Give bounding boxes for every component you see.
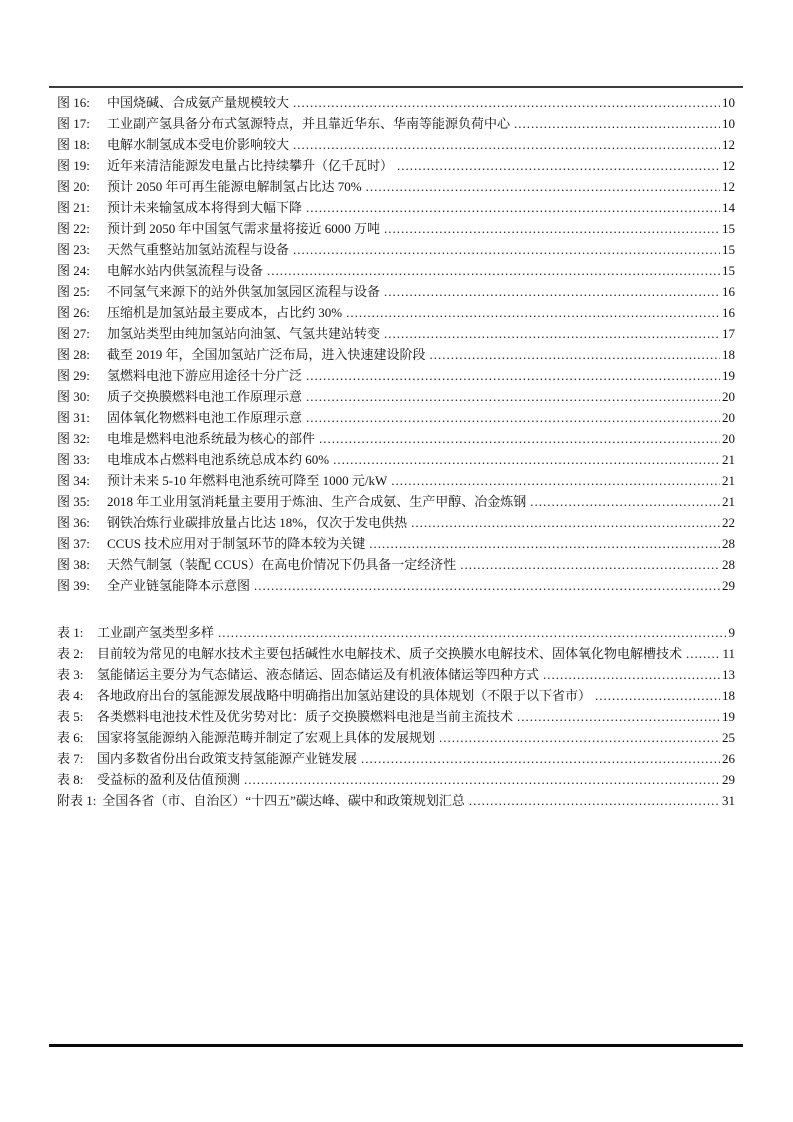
figure-toc-row	[57, 491, 735, 512]
entry-title: 国家将氢能源纳入能源范畴并制定了宏观上具体的发展规划	[97, 730, 436, 745]
dotted-leader	[460, 554, 720, 575]
entry-page-number: 25	[722, 730, 735, 745]
table-toc-row	[57, 685, 735, 706]
entry-page-number: 19	[722, 368, 735, 383]
entry-label: 图 34:	[57, 473, 90, 488]
dotted-leader	[306, 386, 720, 407]
entry-page-number: 16	[722, 305, 735, 320]
entry-label: 图 36:	[57, 515, 90, 530]
table-toc-row	[57, 790, 735, 811]
figure-toc-row	[57, 533, 735, 554]
table-toc-row	[57, 769, 735, 790]
entry-label: 表 1:	[57, 625, 84, 640]
entry-title: 中国烧碱、合成氨产量规模较大	[107, 95, 290, 110]
entry-title: 氢能储运主要分为气态储运、液态储运、固态储运及有机液体储运等四种方式	[97, 667, 540, 682]
entry-page-number: 9	[728, 625, 735, 640]
table-toc-row	[57, 706, 735, 727]
entry-title: 预计未来 5-10 年燃料电池系统可降至 1000 元/kW	[107, 473, 388, 488]
dotted-leader	[391, 470, 720, 491]
entry-label: 图 25:	[57, 284, 90, 299]
figure-toc-row	[57, 344, 735, 365]
dotted-leader	[346, 302, 720, 323]
dotted-leader	[361, 748, 720, 769]
dotted-leader	[384, 323, 720, 344]
dotted-leader	[686, 643, 720, 664]
table-toc-row	[57, 748, 735, 769]
entry-page-number: 15	[722, 221, 735, 236]
entry-page-number: 20	[722, 431, 735, 446]
entry-title: 固体氧化物燃料电池工作原理示意	[107, 410, 303, 425]
dotted-leader	[306, 365, 720, 386]
figure-toc-row	[57, 155, 735, 176]
dotted-leader	[469, 790, 720, 811]
dotted-leader	[384, 218, 720, 239]
figure-toc-row	[57, 197, 735, 218]
entry-label: 图 16:	[57, 95, 90, 110]
table-toc-row	[57, 664, 735, 685]
dotted-leader	[333, 449, 720, 470]
entry-label: 图 24:	[57, 263, 90, 278]
figure-toc-row	[57, 449, 735, 470]
entry-page-number: 18	[722, 688, 735, 703]
entry-page-number: 18	[722, 347, 735, 362]
entry-title: 压缩机是加氢站最主要成本，占比约 30%	[107, 305, 343, 320]
dotted-leader	[369, 533, 720, 554]
header-rule	[49, 86, 743, 88]
figure-toc-row	[57, 218, 735, 239]
table-toc-row	[57, 727, 735, 748]
figure-toc-row	[57, 575, 735, 596]
figure-toc-row	[57, 470, 735, 491]
entry-page-number: 12	[722, 137, 735, 152]
entry-label: 图 27:	[57, 326, 90, 341]
entry-page-number: 22	[722, 515, 735, 530]
entry-title: 天然气制氢（装配 CCUS）在高电价情况下仍具备一定经济性	[107, 557, 457, 572]
entry-title: 2018 年工业用氢消耗量主要用于炼油、生产合成氨、生产甲醇、冶金炼钢	[107, 494, 527, 509]
entry-title: 电解水站内供氢流程与设备	[107, 263, 264, 278]
footer-rule	[49, 1044, 743, 1047]
entry-label: 图 17:	[57, 116, 90, 131]
entry-title: 工业副产氢具备分布式氢源特点，并且靠近华东、华南等能源负荷中心	[107, 116, 511, 131]
dotted-leader	[306, 197, 720, 218]
table-toc-row	[57, 643, 735, 664]
entry-page-number: 13	[722, 667, 735, 682]
entry-label: 图 31:	[57, 410, 90, 425]
entry-label: 图 19:	[57, 158, 90, 173]
entry-title: 目前较为常见的电解水技术主要包括碱性水电解技术、质子交换膜水电解技术、固体氧化物电解槽技术	[97, 646, 683, 661]
dotted-leader	[384, 281, 720, 302]
entry-page-number: 15	[722, 242, 735, 257]
entry-page-number: 21	[722, 473, 735, 488]
entry-title: 预计到 2050 年中国氢气需求量将接近 6000 万吨	[107, 221, 381, 236]
tables-toc-list	[57, 622, 735, 811]
entry-page-number: 31	[722, 793, 735, 808]
entry-title: 加氢站类型由纯加氢站向油氢、气氢共建站转变	[107, 326, 381, 341]
dotted-leader	[306, 407, 720, 428]
entry-title: 不同氢气来源下的站外供氢加氢园区流程与设备	[107, 284, 381, 299]
entry-page-number: 19	[722, 709, 735, 724]
dotted-leader	[595, 685, 720, 706]
dotted-leader	[218, 622, 726, 643]
entry-title: 各类燃料电池技术性及优劣势对比：质子交换膜燃料电池是当前主流技术	[97, 709, 514, 724]
entry-title: 质子交换膜燃料电池工作原理示意	[107, 389, 303, 404]
entry-label: 表 8:	[57, 772, 84, 787]
entry-page-number: 17	[722, 326, 735, 341]
entry-page-number: 21	[722, 494, 735, 509]
figure-toc-row	[57, 239, 735, 260]
figure-toc-row	[57, 386, 735, 407]
entry-label: 图 33:	[57, 452, 90, 467]
entry-page-number: 10	[722, 95, 735, 110]
entry-title: 各地政府出台的氢能源发展战略中明确指出加氢站建设的具体规划（不限于以下省市）	[97, 688, 592, 703]
figure-toc-row	[57, 92, 735, 113]
figure-toc-row	[57, 134, 735, 155]
figure-toc-row	[57, 407, 735, 428]
figure-toc-row	[57, 323, 735, 344]
entry-label: 图 39:	[57, 578, 90, 593]
dotted-leader	[366, 176, 720, 197]
entry-page-number: 14	[722, 200, 735, 215]
figure-toc-row	[57, 176, 735, 197]
entry-label: 图 29:	[57, 368, 90, 383]
entry-title: 近年来清洁能源发电量占比持续攀升（亿千瓦时）	[107, 158, 394, 173]
entry-page-number: 12	[722, 179, 735, 194]
entry-page-number: 10	[722, 116, 735, 131]
dotted-leader	[411, 512, 720, 533]
entry-title: 受益标的盈利及估值预测	[97, 772, 241, 787]
entry-label: 图 35:	[57, 494, 90, 509]
dotted-leader	[267, 260, 720, 281]
entry-title: 氢燃料电池下游应用途径十分广泛	[107, 368, 303, 383]
entry-title: CCUS 技术应用对于制氢环节的降本较为关键	[107, 536, 366, 551]
entry-page-number: 26	[722, 751, 735, 766]
entry-label: 图 18:	[57, 137, 90, 152]
dotted-leader	[517, 706, 720, 727]
entry-page-number: 28	[722, 557, 735, 572]
entry-title: 钢铁冶炼行业碳排放量占比达 18%，仅次于发电供热	[107, 515, 408, 530]
entry-label: 附表 1:	[57, 793, 97, 808]
dotted-leader	[514, 113, 720, 134]
entry-page-number: 16	[722, 284, 735, 299]
entry-title: 国内多数省份出台政策支持氢能源产业链发展	[97, 751, 358, 766]
entry-label: 图 32:	[57, 431, 90, 446]
dotted-leader	[543, 664, 720, 685]
entry-label: 图 26:	[57, 305, 90, 320]
table-toc-row	[57, 622, 735, 643]
entry-label: 表 7:	[57, 751, 84, 766]
entry-label: 图 38:	[57, 557, 90, 572]
dotted-leader	[530, 491, 720, 512]
dotted-leader	[439, 727, 720, 748]
dotted-leader	[254, 575, 720, 596]
entry-title: 电堆成本占燃料电池系统总成本约 60%	[107, 452, 330, 467]
entry-title: 电解水制氢成本受电价影响较大	[107, 137, 290, 152]
entry-page-number: 20	[722, 389, 735, 404]
entry-label: 图 30:	[57, 389, 90, 404]
figure-toc-row	[57, 428, 735, 449]
entry-title: 工业副产氢类型多样	[97, 625, 215, 640]
dotted-leader	[293, 92, 720, 113]
entry-title: 全国各省（市、自治区）“十四五”碳达峰、碳中和政策规划汇总	[102, 793, 465, 808]
figure-toc-row	[57, 113, 735, 134]
entry-label: 表 4:	[57, 688, 84, 703]
dotted-leader	[293, 134, 720, 155]
dotted-leader	[397, 155, 720, 176]
entry-label: 表 5:	[57, 709, 84, 724]
dotted-leader	[293, 239, 720, 260]
figure-toc-row	[57, 302, 735, 323]
entry-label: 表 2:	[57, 646, 84, 661]
entry-page-number: 29	[722, 578, 735, 593]
figure-toc-row	[57, 512, 735, 533]
figure-toc-row	[57, 260, 735, 281]
entry-title: 电堆是燃料电池系统最为核心的部件	[107, 431, 316, 446]
entry-label: 图 23:	[57, 242, 90, 257]
entry-label: 图 37:	[57, 536, 90, 551]
entry-title: 预计 2050 年可再生能源电解制氢占比达 70%	[107, 179, 362, 194]
entry-title: 天然气重整站加氢站流程与设备	[107, 242, 290, 257]
entry-page-number: 15	[722, 263, 735, 278]
entry-label: 图 21:	[57, 200, 90, 215]
entry-label: 图 28:	[57, 347, 90, 362]
entry-title: 全产业链氢能降本示意图	[107, 578, 251, 593]
entry-page-number: 28	[722, 536, 735, 551]
entry-label: 图 22:	[57, 221, 90, 236]
figure-toc-row	[57, 281, 735, 302]
figures-toc-list	[57, 92, 735, 596]
entry-page-number: 21	[722, 452, 735, 467]
dotted-leader	[319, 428, 720, 449]
dotted-leader	[244, 769, 720, 790]
entry-title: 截至 2019 年，全国加氢站广泛布局，进入快速建设阶段	[107, 347, 426, 362]
figure-toc-row	[57, 365, 735, 386]
entry-label: 表 3:	[57, 667, 84, 682]
dotted-leader	[430, 344, 720, 365]
entry-label: 表 6:	[57, 730, 84, 745]
entry-page-number: 20	[722, 410, 735, 425]
entry-page-number: 29	[722, 772, 735, 787]
figure-toc-row	[57, 554, 735, 575]
entry-title: 预计未来输氢成本将得到大幅下降	[107, 200, 303, 215]
entry-page-number: 12	[722, 158, 735, 173]
entry-page-number: 11	[722, 646, 735, 661]
entry-label: 图 20:	[57, 179, 90, 194]
